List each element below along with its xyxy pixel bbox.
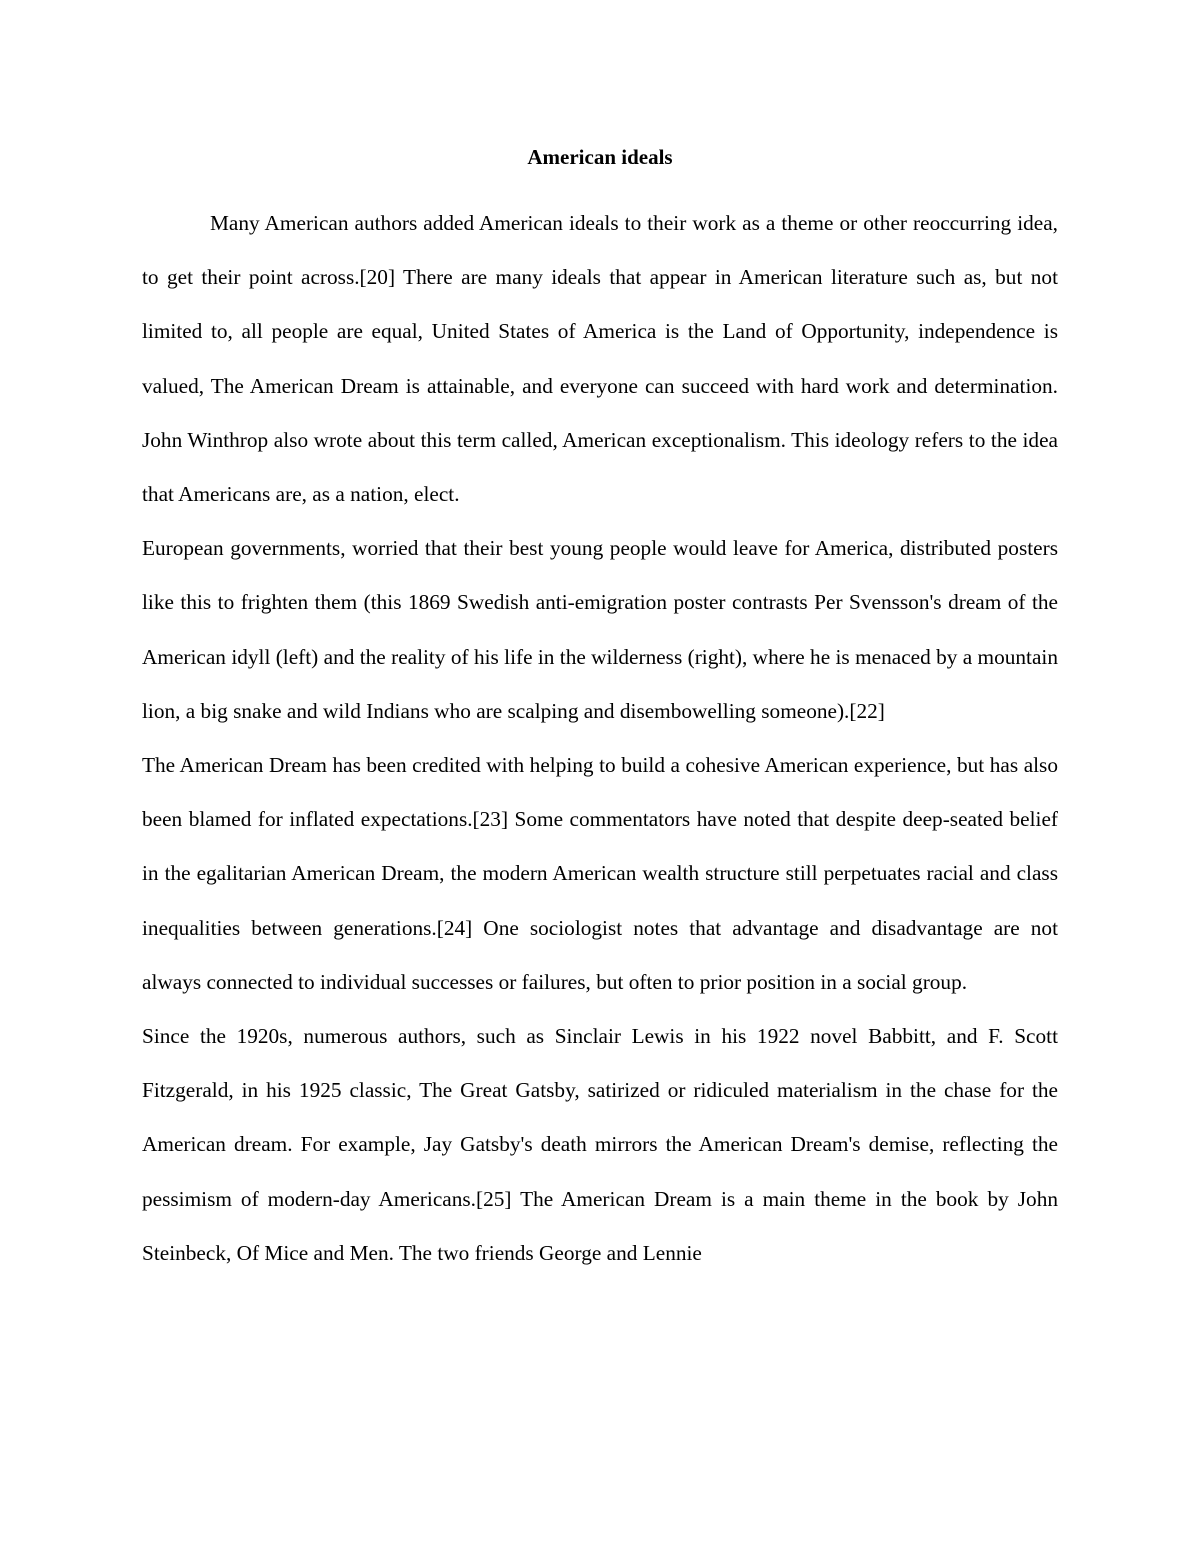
paragraph-american-ideals: Many American authors added American ideals to their work as a theme or other reoccurring idea, to get their point across.[20] There are many ideals that appear in American literature such as, but not limited to, all people are equal, United States of America is the Land of Opportunity, independence is valued, The American Dream is attainable, and everyone can succeed with hard work and determination. John Winthrop also wrote about this term called, American exceptionalism. This ideology refers to the idea that Americans are, as a nation, elect.	[142, 211, 1058, 507]
paragraph-american-dream-credited: The American Dream has been credited with helping to build a cohesive American experience, but has also been blamed for inflated expectations.[23] Some commentators have noted that despite deep-seated belief in the egalitarian American Dream, the modern American wealth structure still perpetuates racial and class inequalities between generations.[24] One sociologist notes that advantage and disadvantage are not always connected to individual successes or failures, but often to prior position in a social group.	[142, 753, 1058, 994]
page-title: American ideals	[527, 145, 673, 169]
document-body	[142, 196, 1058, 1280]
paragraph-since-the-1920s: Since the 1920s, numerous authors, such as Sinclair Lewis in his 1922 novel Babbitt, and F. Scott Fitzgerald, in his 1925 classic, The Great Gatsby, satirized or ridiculed materialism in the chase for the American dream. For example, Jay Gatsby's death mirrors the American Dream's demise, reflecting the pessimism of modern-day Americans.[25] The American Dream is a main theme in the book by John Steinbeck, Of Mice and Men. The two friends George and Lennie	[142, 1024, 1058, 1265]
paragraph-european-governments: European governments, worried that their best young people would leave for America, distributed posters like this to frighten them (this 1869 Swedish anti-emigration poster contrasts Per Svensson's dream of the American idyll (left) and the reality of his life in the wilderness (right), where he is menaced by a mountain lion, a big snake and wild Indians who are scalping and disembowelling someone).[22]	[142, 536, 1058, 723]
